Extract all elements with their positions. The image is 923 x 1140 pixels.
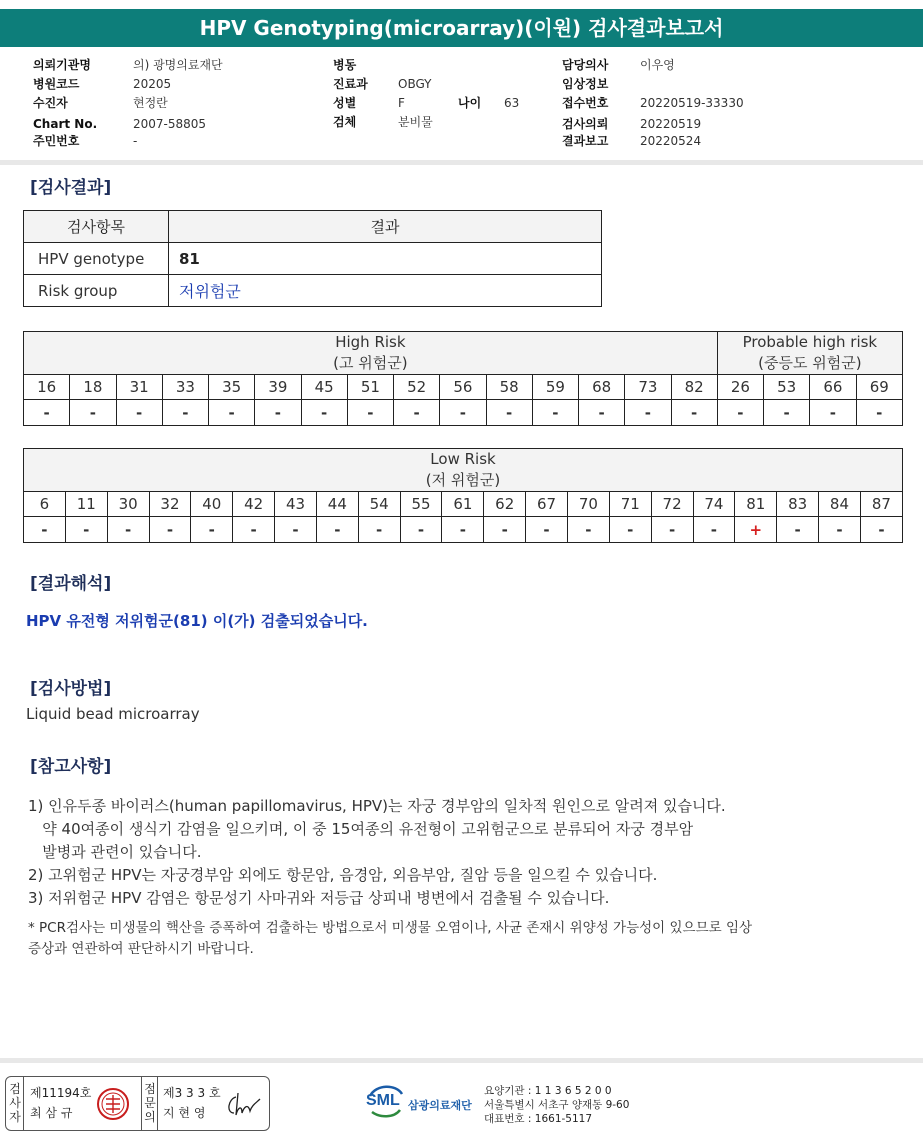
- reference-line: 2) 고위험군 HPV는 자궁경부암 외에도 항문암, 음경암, 외음부암, 질암 등을 일으킬 수 있습니다.: [28, 866, 658, 884]
- label-request-date: 검사의뢰: [562, 117, 609, 131]
- org-info-line: 대표번호 : 1661-5117: [484, 1113, 593, 1125]
- label-patient: 수진자: [33, 96, 68, 110]
- value-hospital-code: 20205: [133, 77, 172, 91]
- examiner-name: 최 삼 규: [30, 1106, 73, 1120]
- low-risk-type-cell: 87: [860, 492, 902, 517]
- low-risk-result-cell: -: [526, 517, 568, 543]
- high-risk-result-cell: -: [394, 400, 440, 426]
- low-risk-result-cell: -: [609, 517, 651, 543]
- low-risk-type-cell: 30: [107, 492, 149, 517]
- low-risk-type-cell: 42: [233, 492, 275, 517]
- low-risk-result-cell: -: [693, 517, 735, 543]
- high-risk-result-cell: -: [717, 400, 763, 426]
- reviewer-name: 지 현 영: [163, 1106, 206, 1120]
- low-risk-type-cell: 32: [149, 492, 191, 517]
- reference-line: 1) 인유두종 바이러스(human papillomavirus, HPV)는 자궁 경부암의 일차적 원인으로 알려져 있습니다.: [28, 797, 726, 815]
- low-risk-type-cell: 54: [358, 492, 400, 517]
- low-risk-type-cell: 43: [275, 492, 317, 517]
- high-risk-result-cell: -: [579, 400, 625, 426]
- label-ward: 병동: [333, 58, 357, 72]
- label-resident-no: 주민번호: [33, 134, 80, 148]
- org-name: 삼광의료재단: [408, 1099, 472, 1112]
- low-risk-result-cell: -: [107, 517, 149, 543]
- high-risk-result-cell: -: [764, 400, 810, 426]
- high-risk-result-cell: -: [810, 400, 856, 426]
- label-requesting-institution: 의뢰기관명: [33, 58, 91, 72]
- low-risk-type-cell: 74: [693, 492, 735, 517]
- high-risk-result-cell: -: [209, 400, 255, 426]
- high-risk-result-cell: -: [116, 400, 162, 426]
- high-risk-result-cell: -: [625, 400, 671, 426]
- high-risk-type-cell: 52: [394, 375, 440, 400]
- low-risk-type-cell: 71: [609, 492, 651, 517]
- low-risk-type-cell: 72: [651, 492, 693, 517]
- result-table: [23, 210, 602, 307]
- high-risk-type-cell: 58: [486, 375, 532, 400]
- high-risk-header: [24, 332, 718, 375]
- low-risk-result-cell: +: [735, 517, 777, 543]
- label-receipt-no: 접수번호: [562, 96, 609, 110]
- high-risk-type-cell: 33: [162, 375, 208, 400]
- high-risk-type-cell: 53: [764, 375, 810, 400]
- low-risk-type-cell: 67: [526, 492, 568, 517]
- value-resident-no: -: [133, 134, 138, 148]
- low-risk-result-cell: -: [442, 517, 484, 543]
- section-title-interpretation: [결과해석]: [30, 574, 112, 594]
- low-risk-result-cell: -: [191, 517, 233, 543]
- interpretation-text: HPV 유전형 저위험군(81) 이(가) 검출되었습니다.: [26, 612, 368, 630]
- high-risk-type-cell: 69: [856, 375, 903, 400]
- high-risk-result-cell: -: [347, 400, 393, 426]
- org-logo-text: SML: [366, 1092, 400, 1109]
- value-sex: F: [398, 96, 405, 110]
- reference-list: [28, 795, 726, 910]
- value-department: OBGY: [398, 77, 432, 91]
- label-clinical-info: 임상정보: [562, 77, 609, 91]
- section-title-method: [검사방법]: [30, 679, 112, 699]
- high-risk-type-cell: 73: [625, 375, 671, 400]
- label-physician: 담당의사: [562, 58, 609, 72]
- value-specimen: 분비물: [398, 115, 433, 129]
- low-risk-result-cell: -: [567, 517, 609, 543]
- pcr-note: [28, 918, 752, 960]
- footer-divider: [0, 1058, 923, 1063]
- value-patient: 현정란: [133, 96, 168, 110]
- label-department: 진료과: [333, 77, 368, 91]
- high-risk-title-ko: (고 위험군): [333, 354, 408, 372]
- low-risk-result-cell: -: [484, 517, 526, 543]
- reviewer-license: 제3 3 3 호: [163, 1086, 221, 1100]
- high-risk-result-cell: -: [24, 400, 70, 426]
- high-risk-type-cell: 56: [440, 375, 486, 400]
- note-line: 증상과 연관하여 판단하시기 바랍니다.: [28, 941, 254, 957]
- examiner-label: 검사자: [9, 1082, 21, 1124]
- high-risk-type-cell: 18: [70, 375, 116, 400]
- low-risk-result-cell: -: [400, 517, 442, 543]
- low-risk-type-cell: 81: [735, 492, 777, 517]
- result-value-genotype: 81: [169, 243, 602, 275]
- result-value-risk-group: 저위험군: [169, 275, 602, 307]
- low-risk-result-cell: -: [651, 517, 693, 543]
- high-risk-type-cell: 51: [347, 375, 393, 400]
- low-risk-type-cell: 62: [484, 492, 526, 517]
- high-risk-type-cell: 45: [301, 375, 347, 400]
- label-chart-no: Chart No.: [33, 117, 98, 131]
- high-risk-type-cell: 16: [24, 375, 70, 400]
- probable-risk-header: [717, 332, 902, 375]
- high-risk-type-cell: 82: [671, 375, 717, 400]
- low-risk-title-en: Low Risk: [430, 450, 496, 468]
- label-age: 나이: [458, 96, 482, 110]
- method-text: Liquid bead microarray: [26, 705, 200, 723]
- low-risk-type-cell: 11: [65, 492, 107, 517]
- low-risk-result-cell: -: [24, 517, 66, 543]
- table-row: [24, 243, 602, 275]
- low-risk-type-cell: 44: [316, 492, 358, 517]
- value-chart-no: 2007-58805: [133, 117, 207, 131]
- high-risk-result-cell: -: [255, 400, 301, 426]
- low-risk-type-cell: 83: [777, 492, 819, 517]
- value-request-date: 20220519: [640, 117, 702, 131]
- section-title-reference: [참고사항]: [30, 757, 112, 777]
- probable-risk-title-ko: (중등도 위험군): [758, 354, 862, 372]
- high-risk-type-cell: 26: [717, 375, 763, 400]
- low-risk-result-cell: -: [777, 517, 819, 543]
- probable-risk-title-en: Probable high risk: [742, 333, 878, 351]
- high-risk-type-cell: 66: [810, 375, 856, 400]
- low-risk-result-cell: -: [860, 517, 902, 543]
- examiner-license: 제11194호: [30, 1086, 92, 1100]
- examiner-seal-icon: [96, 1087, 130, 1121]
- report-title: HPV Genotyping(microarray)(이원) 검사결과보고서: [0, 9, 923, 47]
- high-risk-result-cell: -: [856, 400, 903, 426]
- reference-line: 약 40여종이 생식기 감염을 일으키며, 이 중 15여종의 유전형이 고위험군으로 분류되어 자궁 경부암: [28, 820, 694, 838]
- low-risk-type-cell: 70: [567, 492, 609, 517]
- high-risk-result-cell: -: [532, 400, 578, 426]
- label-sex: 성별: [333, 96, 357, 110]
- result-item-risk-group: Risk group: [24, 275, 169, 307]
- low-risk-type-cell: 84: [819, 492, 861, 517]
- value-report-date: 20220524: [640, 134, 702, 148]
- low-risk-result-cell: -: [275, 517, 317, 543]
- low-risk-grid: [23, 448, 903, 543]
- low-risk-result-cell: -: [233, 517, 275, 543]
- low-risk-title-ko: (저 위험군): [425, 471, 501, 489]
- reviewer-label: 점문의: [144, 1082, 156, 1124]
- label-report-date: 결과보고: [562, 134, 609, 148]
- org-info-line: 서울특별시 서초구 양재동 9-60: [484, 1099, 630, 1111]
- high-risk-result-cell: -: [301, 400, 347, 426]
- high-risk-result-cell: -: [486, 400, 532, 426]
- header-divider: [0, 160, 923, 165]
- note-line: * PCR검사는 미생물의 핵산을 증폭하여 검출하는 방법으로서 미생물 오염이나, 사균 존재시 위양성 가능성이 있으므로 임상: [28, 920, 753, 936]
- label-hospital-code: 병원코드: [33, 77, 80, 91]
- table-row: [24, 275, 602, 307]
- org-info-line: 요양기관 : 1 1 3 6 5 2 0 0: [484, 1085, 612, 1097]
- result-col-result: 결과: [169, 211, 602, 243]
- section-title-result: [검사결과]: [30, 178, 112, 198]
- high-risk-type-cell: 59: [532, 375, 578, 400]
- value-receipt-no: 20220519-33330: [640, 96, 744, 110]
- reference-line: 3) 저위험군 HPV 감염은 항문성기 사마귀와 저등급 상피내 병변에서 검출될 수 있습니다.: [28, 889, 610, 907]
- low-risk-result-cell: -: [316, 517, 358, 543]
- high-risk-type-cell: 35: [209, 375, 255, 400]
- high-risk-result-cell: -: [440, 400, 486, 426]
- low-risk-type-cell: 61: [442, 492, 484, 517]
- value-requesting-institution: 의) 광명의료재단: [133, 58, 223, 72]
- high-risk-result-cell: -: [671, 400, 717, 426]
- result-item-genotype: HPV genotype: [24, 243, 169, 275]
- low-risk-type-cell: 55: [400, 492, 442, 517]
- reference-line: 발병과 관련이 있습니다.: [28, 843, 202, 861]
- low-risk-result-cell: -: [819, 517, 861, 543]
- label-specimen: 검체: [333, 115, 357, 129]
- low-risk-result-cell: -: [149, 517, 191, 543]
- high-risk-type-cell: 39: [255, 375, 301, 400]
- high-risk-result-cell: -: [162, 400, 208, 426]
- low-risk-result-cell: -: [358, 517, 400, 543]
- high-risk-result-cell: -: [70, 400, 116, 426]
- low-risk-result-cell: -: [65, 517, 107, 543]
- value-physician: 이우영: [640, 58, 675, 72]
- high-risk-type-cell: 68: [579, 375, 625, 400]
- signature-box: [5, 1076, 270, 1131]
- result-col-item: 검사항목: [24, 211, 169, 243]
- high-risk-grid: [23, 331, 903, 426]
- value-age: 63: [504, 96, 520, 110]
- high-risk-type-cell: 31: [116, 375, 162, 400]
- high-risk-title-en: High Risk: [335, 333, 406, 351]
- low-risk-type-cell: 6: [24, 492, 66, 517]
- low-risk-header: [24, 449, 903, 492]
- low-risk-type-cell: 40: [191, 492, 233, 517]
- reviewer-signature-icon: [224, 1089, 262, 1119]
